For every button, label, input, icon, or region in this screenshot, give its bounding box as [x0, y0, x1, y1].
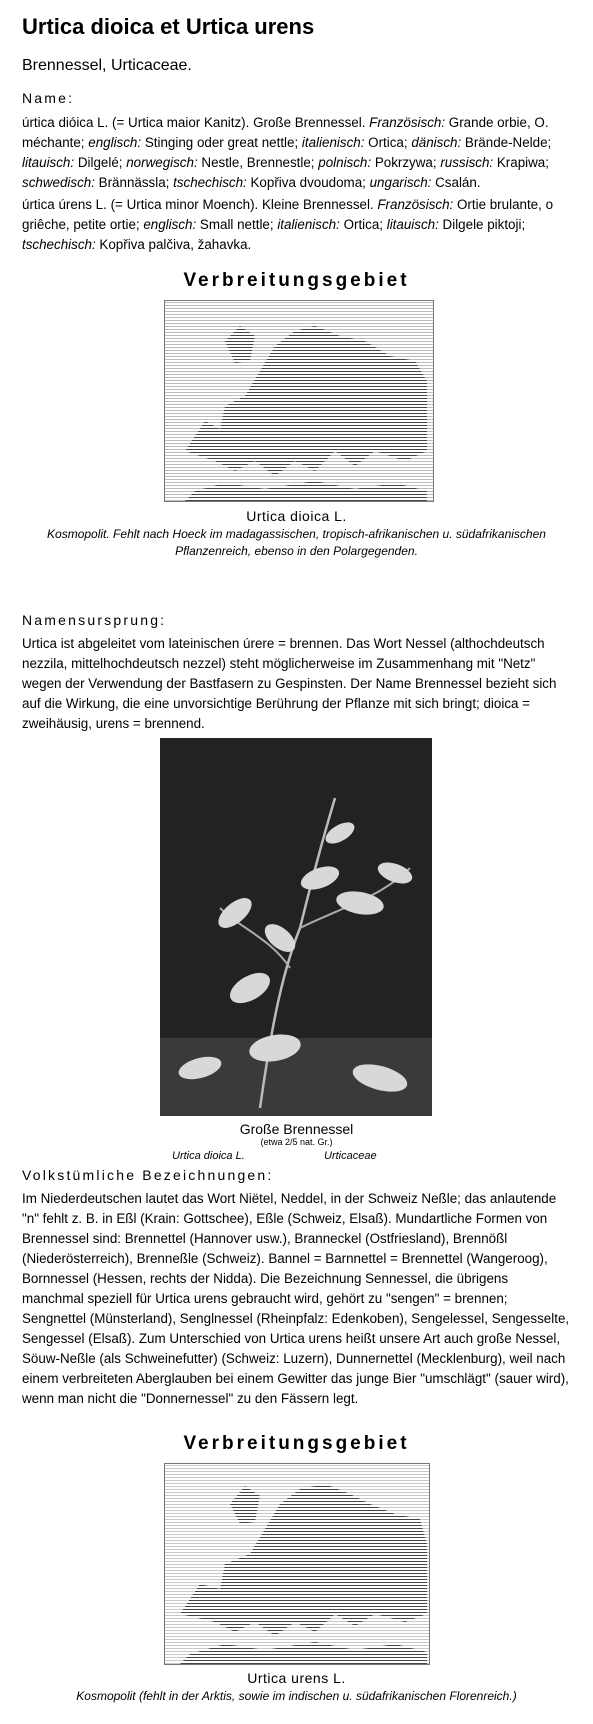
language-label: russisch: [440, 155, 494, 170]
photo-caption-title: Große Brennessel [239, 1121, 354, 1137]
name-text: Pokrzywa; [371, 155, 441, 170]
name-text: Stinging oder great nettle; [141, 135, 302, 150]
language-label: englisch: [143, 217, 197, 232]
language-label: dänisch: [411, 135, 462, 150]
page-title: Urtica dioica et Urtica urens [22, 14, 315, 39]
name-dioica-paragraph [22, 113, 572, 193]
name-text: Ortica; [364, 135, 412, 150]
language-label: norwegisch: [126, 155, 198, 170]
name-text: Dilgelé; [74, 155, 127, 170]
language-label: schwedisch: [22, 175, 95, 190]
distribution-heading-2: Verbreitungsgebiet [183, 1433, 410, 1454]
name-text: Brände-Nelde; [461, 135, 552, 150]
name-urens-paragraph [22, 195, 572, 255]
language-label: tschechisch: [22, 237, 96, 252]
language-label: italienisch: [301, 135, 365, 150]
nettle-photo [160, 738, 432, 1116]
photo-caption-species: Urtica dioica L. [172, 1150, 245, 1162]
name-heading: Name: [22, 90, 75, 106]
language-label: litauisch: [22, 155, 75, 170]
name-text: Dilgele piktoji; [438, 217, 526, 232]
name-text: Kopřiva dvoudoma; [246, 175, 370, 190]
subtitle: Brennessel, Urticaceae. [22, 57, 192, 74]
name-text: Krapiwa; [493, 155, 549, 170]
map1-caption-title: Urtica dioica L. [246, 508, 347, 524]
language-label: polnisch: [318, 155, 372, 170]
map1-caption-desc-2: Pflanzenreich, ebenso in den Polargegenden. [175, 544, 418, 558]
distribution-map-dioica [164, 300, 434, 502]
map1-caption [0, 508, 593, 560]
name-text: Grande orbie, O. méchante; [22, 115, 549, 150]
language-label: litauisch: [386, 217, 439, 232]
origin-text: Urtica ist abgeleitet vom lateinischen úrere = brennen. Das Wort Nessel (althochdeutsch nezzila, mittelhochdeutsch nezzel) steht möglicherweise im Zusammenhang mit "Netz" wegen der Verwendung der Bastfasern zu Gespinsten. Der Name Brennessel bezieht sich auf die Wirkung, die eine unvorsichtige Berührung der Pflanze mit sich bringt; dioica = zweihäusig, urens = brennend. [22, 636, 557, 731]
name-text: Ortie brulante, o griêche, petite ortie; [22, 197, 554, 232]
language-label: italienisch: [277, 217, 340, 232]
photo-caption [0, 1121, 593, 1147]
map2-caption-title: Urtica urens L. [247, 1670, 346, 1686]
name-text: Csalán. [431, 175, 481, 190]
name-text: Kopřiva palčiva, žahavka. [95, 237, 252, 252]
map2-caption [0, 1670, 593, 1705]
name-text: Nestle, Brennestle; [197, 155, 319, 170]
map1-caption-desc-1: Kosmopolit. Fehlt nach Hoeck im madagassischen, tropisch-afrikanischen u. südafrikanischen [47, 527, 546, 541]
folk-text: Im Niederdeutschen lautet das Wort Niëtel, Neddel, in der Schweiz Neßle; das anlautende "n" fehlt z. B. in Eßl (Krain: Gottschee), Eßle (Schweiz, Elsaß). Mundartliche Formen von Brennessel sind: Brennettel (Hannover usw.), Branneckel (Ostfriesland), Brennößl (Niederösterreich), Brenneßle (Schweiz). Bannel = Barnnettel = Brennettel (Wangeroog), Bornnessel (Hessen, rechts der Nidda). Die Bezeichnung Sennessel, die übrigens manchmal speziell für Urtica urens gebraucht wird, gehört zu "sengen" = brennen; Sengnettel (Münsterland), Senglnessel (Rheinpfalz: Edenkoben), Sengelessel, Sengesselte, Sengessel (Elsaß). Zum Unterschied von Urtica urens heißt unsere Art auch große Nessel, Söuw-Neßle (als Schweinefutter) (Schweiz: Luzern), Dunnernettel (Mecklenburg), weil nach einem verbreiteten Aberglauben bei einem Gewitter das junge Bier "umschlägt" (sauer wird), wenn man nicht die "Donnernessel" zu den Fässern legt. [22, 1191, 570, 1406]
name-text: Ortica; [339, 217, 387, 232]
language-label: englisch: [88, 135, 142, 150]
photo-caption-family: Urticaceae [324, 1150, 377, 1162]
name-text: úrtica úrens L. (= Urtica minor Moench). Kleine Brennessel. [22, 197, 378, 212]
photo-caption-scale: (etwa 2/5 nat. Gr.) [260, 1137, 333, 1147]
map2-caption-desc: Kosmopolit (fehlt in der Arktis, sowie im indischen u. südafrikanischen Florenreich.) [76, 1689, 517, 1703]
origin-heading: Namensursprung: [22, 612, 167, 628]
distribution-heading-1: Verbreitungsgebiet [183, 270, 410, 291]
name-text: Brännässla; [94, 175, 174, 190]
language-label: tschechisch: [173, 175, 247, 190]
name-text: Small nettle; [196, 217, 278, 232]
name-text: úrtica dióica L. (= Urtica maior Kanitz). Große Brennessel. [22, 115, 370, 130]
language-label: Französisch: [369, 115, 446, 130]
language-label: Französisch: [377, 197, 454, 212]
folk-heading: Volkstümliche Bezeichnungen: [22, 1167, 274, 1183]
language-label: ungarisch: [369, 175, 432, 190]
distribution-map-urens [164, 1463, 430, 1665]
